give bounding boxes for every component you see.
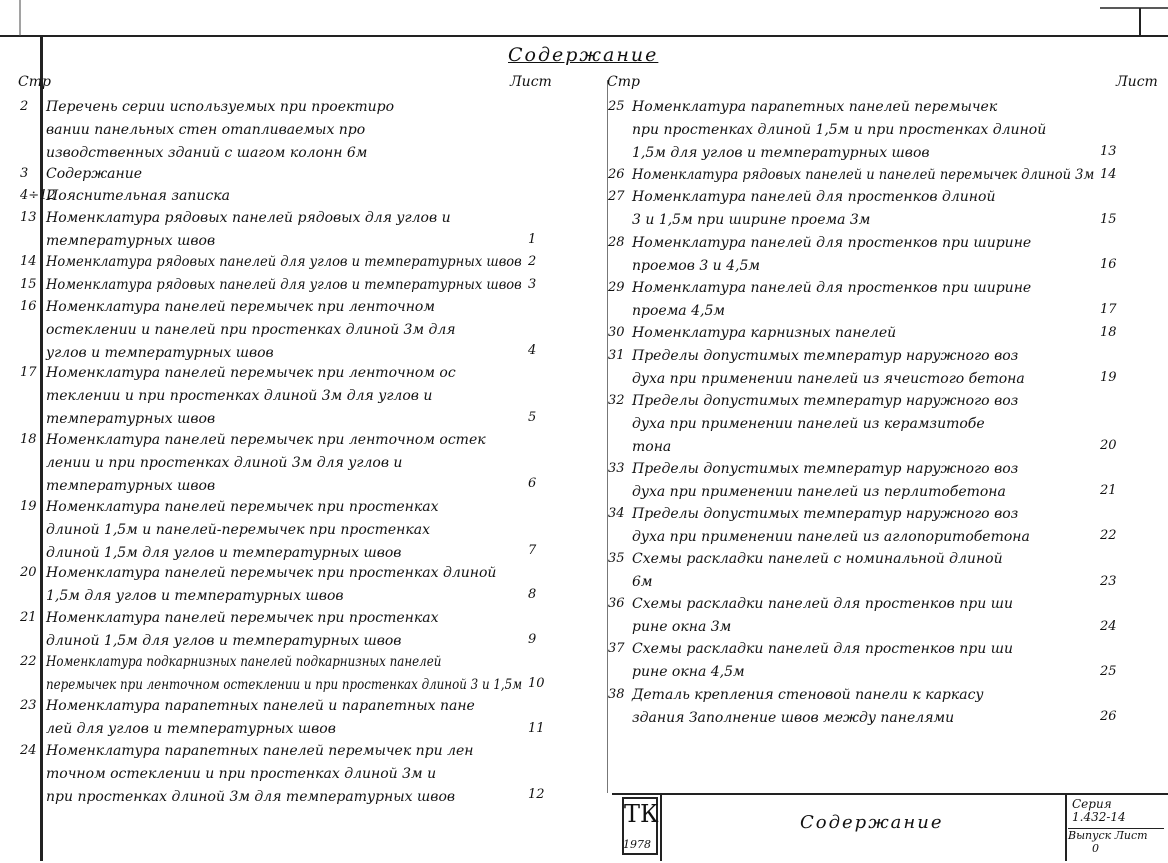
entry-title <box>46 429 486 498</box>
entry-title-line: духа при применении панелей из перлитобетона <box>632 483 1006 500</box>
entry-page-number: 25 <box>608 99 625 114</box>
entry-title <box>46 274 522 297</box>
entry-sheet-number: 16 <box>1100 257 1117 273</box>
entry-title-line: Деталь крепления стеновой панели к каркасу <box>632 686 984 703</box>
entry-sheet-number: 4 <box>528 343 537 359</box>
entry-title-line: Номенклатура панелей для простенков длиной <box>632 189 996 206</box>
right-page-header: Стр <box>607 74 640 90</box>
entry-sheet-number: 14 <box>1100 166 1117 182</box>
stamp-title: Содержание <box>800 812 944 833</box>
entry-title-line: 1,5м для углов и температурных швов <box>632 145 930 161</box>
left-sheet-header: Лист <box>510 74 552 90</box>
entry-title-line: углов и температурных швов <box>46 344 274 361</box>
title-block-divider <box>660 793 662 861</box>
entry-sheet-number: 23 <box>1100 573 1117 589</box>
entry-title-line: проема 4,5м <box>632 302 725 319</box>
entry-title-line: 1,5м для углов и температурных швов <box>46 588 344 605</box>
entry-title-line: Схемы раскладки панелей с номинальной длиной <box>632 551 1003 567</box>
entry-sheet-number: 20 <box>1100 438 1117 453</box>
entry-title <box>632 345 1025 391</box>
entry-title <box>46 185 230 208</box>
entry-title <box>46 96 394 165</box>
entry-title-line: при простенках длиной 3м для температурных швов <box>46 788 456 805</box>
entry-title-line: длиной 1,5м для углов и температурных швов <box>46 632 402 649</box>
entry-title <box>46 695 475 741</box>
entry-page-number: 21 <box>20 609 37 625</box>
issue-label: Выпуск <box>1068 829 1112 842</box>
entry-page-number: 20 <box>20 565 37 581</box>
entry-title-line: Номенклатура панелей перемычек при ленточном <box>46 298 435 315</box>
entry-title-line: Номенклатура рядовых панелей для углов и температурных швов <box>46 276 522 293</box>
entry-title <box>632 638 1013 684</box>
entry-sheet-number: 25 <box>1100 664 1117 679</box>
entry-title-line: длиной 1,5м и панелей-перемычек при простенках <box>46 521 430 538</box>
entry-sheet-number: 18 <box>1100 325 1117 340</box>
entry-title-line: при простенках длиной 1,5м и при простенках длиной <box>632 122 1047 138</box>
entry-title <box>46 496 439 565</box>
entry-sheet-number: 2 <box>528 254 537 270</box>
entry-page-number: 3 <box>20 165 29 181</box>
entry-sheet-number: 10 <box>528 676 545 692</box>
entry-sheet-number: 12 <box>528 787 545 803</box>
entry-sheet-number: 8 <box>528 587 537 603</box>
entry-page-number: 23 <box>20 698 37 714</box>
entry-page-number: 14 <box>20 254 37 270</box>
entry-page-number: 19 <box>20 498 37 514</box>
entry-title <box>46 651 522 697</box>
entry-title-line: Перечень серии используемых при проектиро <box>46 99 395 115</box>
entry-page-number: 31 <box>608 347 625 363</box>
entry-title-line: тона <box>632 438 672 455</box>
entry-title-line: Номенклатура рядовых панелей рядовых для углов и <box>46 210 451 226</box>
entry-title-line: духа при применении панелей из ячеистого бетона <box>632 370 1025 387</box>
entry-title <box>632 593 1013 639</box>
entry-title <box>46 607 439 653</box>
entry-title <box>46 562 496 608</box>
right-sheet-header: Лист <box>1116 74 1158 90</box>
entry-title <box>46 296 456 365</box>
entry-page-number: 38 <box>608 686 625 702</box>
entry-title-line: теклении и при простенках длиной 3м для углов и <box>46 388 433 405</box>
entry-title <box>632 164 1094 187</box>
entry-title-line: Номенклатура подкарнизных панелей подкарнизных панелей <box>46 654 442 670</box>
entry-title-line: Номенклатура рядовых панелей и панелей перемычек длиной 3м <box>632 166 1095 183</box>
entry-title-line: Пояснительная записка <box>46 187 230 204</box>
entry-title-line: здания Заполнение швов между панелями <box>632 709 955 726</box>
entry-title <box>46 362 456 431</box>
entry-sheet-number: 5 <box>528 409 537 425</box>
entry-sheet-number: 17 <box>1100 302 1117 318</box>
entry-title-line: Схемы раскладки панелей для простенков при ши <box>632 596 1014 613</box>
top-border <box>0 0 1168 40</box>
entry-page-number: 34 <box>608 505 625 521</box>
entry-page-number: 26 <box>608 166 625 182</box>
entry-page-number: 16 <box>20 298 37 314</box>
stamp-year: 1978 <box>623 838 651 851</box>
entry-title <box>632 277 1031 323</box>
entry-sheet-number: 13 <box>1100 144 1117 160</box>
entry-page-number: 27 <box>608 189 625 205</box>
entry-sheet-number: 1 <box>528 232 537 248</box>
entry-page-number: 15 <box>20 276 37 292</box>
entry-title-line: температурных швов <box>46 411 216 428</box>
entry-page-number: 30 <box>608 325 625 340</box>
issue-value: 0 <box>1092 842 1099 855</box>
entry-title-line: рине окна 3м <box>632 619 732 636</box>
series-label: Серия <box>1072 797 1112 811</box>
issue-info <box>1068 828 1164 855</box>
series-info <box>1072 798 1126 824</box>
entry-title-line: Пределы допустимых температур наружного воз <box>632 460 1019 477</box>
entry-page-number: 13 <box>20 210 37 225</box>
entry-sheet-number: 22 <box>1100 528 1117 544</box>
entry-title-line: Номенклатура парапетных панелей перемычек при лен <box>46 742 474 759</box>
entry-title-line: проемов 3 и 4,5м <box>632 257 761 274</box>
entry-title <box>46 207 451 253</box>
entry-page-number: 28 <box>608 234 625 250</box>
entry-page-number: 32 <box>608 392 625 408</box>
entry-title-line: Номенклатура панелей для простенков при ширине <box>632 234 1032 251</box>
entry-title <box>632 548 1003 594</box>
entry-title-line: Пределы допустимых температур наружного воз <box>632 392 1019 409</box>
entry-title <box>632 186 995 232</box>
entry-page-number: 36 <box>608 596 625 612</box>
entry-page-number: 2 <box>20 99 29 114</box>
entry-sheet-number: 6 <box>528 476 537 492</box>
entry-title-line: Номенклатура панелей перемычек при ленточном остек <box>46 432 486 448</box>
sheet-label: Лист <box>1114 829 1148 842</box>
entry-title-line: вании панельных стен отапливаемых про <box>46 122 366 138</box>
entry-title-line: температурных швов <box>46 233 216 249</box>
tk-logo: ТК <box>622 797 658 855</box>
entry-title-line: 3 и 1,5м при ширине проема 3м <box>632 212 871 229</box>
entry-title <box>632 232 1031 278</box>
entry-title-line: остеклении и панелей при простенках длиной 3м для <box>46 321 456 338</box>
entry-title-line: рине окна 4,5м <box>632 664 745 681</box>
entry-title <box>632 322 896 345</box>
entry-title-line: изводственных зданий с шагом колонн 6м <box>46 145 368 161</box>
entry-title-line: Схемы раскладки панелей для простенков при ши <box>632 641 1014 658</box>
entry-title-line: Номенклатура панелей для простенков при ширине <box>632 279 1032 296</box>
entry-title <box>632 96 1046 165</box>
entry-title-line: Номенклатура панелей перемычек при простенках <box>46 498 439 515</box>
entry-title-line: перемычек при ленточном остеклении и при простенках длиной 3 и 1,5м <box>46 677 523 693</box>
entry-sheet-number: 21 <box>1100 483 1117 499</box>
entry-page-number: 33 <box>608 460 625 476</box>
entry-page-number: 29 <box>608 279 625 295</box>
entry-title-line: точном остеклении и при простенках длиной 3м и <box>46 765 437 782</box>
entry-title <box>632 684 984 730</box>
entry-sheet-number: 3 <box>528 276 537 292</box>
entry-title-line: Номенклатура карнизных панелей <box>632 325 897 341</box>
entry-title <box>46 163 142 186</box>
left-margin-line <box>40 36 43 861</box>
entry-page-number: 17 <box>20 365 37 381</box>
entry-title <box>46 740 474 809</box>
entry-sheet-number: 19 <box>1100 370 1117 386</box>
entry-title <box>46 251 522 274</box>
entry-sheet-number: 24 <box>1100 618 1117 634</box>
series-value: 1.432-14 <box>1072 810 1126 824</box>
entry-title-line: Номенклатура рядовых панелей для углов и температурных швов <box>46 254 522 271</box>
entry-title-line: 6м <box>632 574 653 590</box>
left-page-header: Стр <box>18 74 51 90</box>
entry-title-line: духа при применении панелей из аглопоритобетона <box>632 528 1030 545</box>
entry-title-line: температурных швов <box>46 478 216 494</box>
entry-title-line: Номенклатура панелей перемычек при простенках <box>46 609 439 626</box>
entry-page-number: 18 <box>20 432 37 447</box>
entry-page-number: 4÷12 <box>20 187 56 203</box>
entry-title-line: Номенклатура парапетных панелей перемычек <box>632 99 998 115</box>
entry-page-number: 22 <box>20 654 37 669</box>
entry-title-line: Пределы допустимых температур наружного воз <box>632 347 1019 364</box>
entry-title <box>632 503 1030 549</box>
entry-sheet-number: 9 <box>528 631 537 647</box>
entry-title-line: длиной 1,5м для углов и температурных швов <box>46 544 402 561</box>
entry-title <box>632 390 1018 459</box>
entry-title-line: духа при применении панелей из керамзитобе <box>632 415 985 432</box>
entry-title <box>632 458 1018 504</box>
entry-page-number: 37 <box>608 641 625 657</box>
entry-sheet-number: 26 <box>1100 709 1117 725</box>
entry-sheet-number: 11 <box>528 720 545 736</box>
entry-title-line: Содержание <box>46 165 143 182</box>
entry-page-number: 24 <box>20 742 37 758</box>
entry-page-number: 35 <box>608 551 625 566</box>
page-title: Содержание <box>508 44 659 66</box>
entry-title-line: Номенклатура панелей перемычек при простенках длиной <box>46 565 497 582</box>
entry-sheet-number: 15 <box>1100 212 1117 227</box>
entry-sheet-number: 7 <box>528 543 537 558</box>
entry-title-line: лении и при простенках длиной 3м для углов и <box>46 455 403 471</box>
entry-title-line: лей для углов и температурных швов <box>46 721 336 738</box>
entry-title-line: Номенклатура парапетных панелей и парапетных пане <box>46 698 475 715</box>
entry-title-line: Номенклатура панелей перемычек при ленточном ос <box>46 365 456 382</box>
entry-title-line: Пределы допустимых температур наружного воз <box>632 505 1019 522</box>
